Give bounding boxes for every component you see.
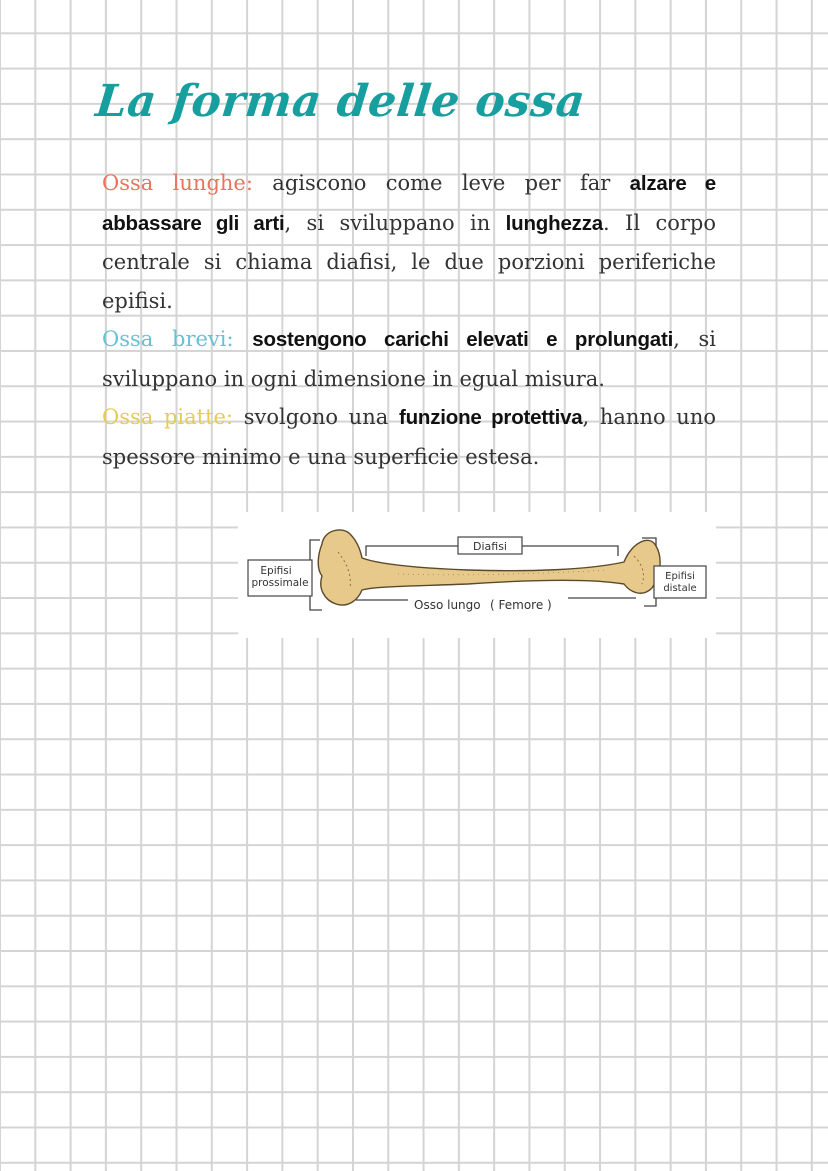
label-epifisi-prossimale-line2: prossimale bbox=[251, 577, 309, 589]
label-diafisi bbox=[458, 537, 522, 554]
term-ossa-piatte: Ossa piatte: bbox=[102, 405, 234, 429]
paragraph-ossa-lunghe bbox=[102, 164, 716, 320]
text-segment: agiscono come leve per far bbox=[252, 171, 630, 195]
label-diafisi-text: Diafisi bbox=[473, 540, 507, 553]
text-segment: , hanno uno spessore minimo e una superficie estesa. bbox=[102, 405, 716, 469]
term-ossa-lunghe: Ossa lunghe: bbox=[102, 171, 253, 195]
femur-figure bbox=[238, 512, 716, 638]
bold-segment: alzare e abbassare gli arti bbox=[102, 172, 717, 235]
paragraph-ossa-brevi bbox=[102, 320, 716, 398]
bold-segment: lunghezza bbox=[505, 211, 603, 235]
text-segment: , si sviluppano in bbox=[284, 210, 506, 235]
label-epifisi-prossimale bbox=[248, 560, 312, 596]
text-segment: . Il corpo centrale si chiama diafisi, le due porzioni periferiche epifisi. bbox=[102, 210, 716, 313]
femur-diagram bbox=[238, 512, 716, 638]
diaphysis-bracket-left bbox=[366, 546, 458, 556]
label-epifisi-distale bbox=[654, 566, 706, 598]
page-title: La forma delle ossa bbox=[93, 76, 588, 127]
paragraph-ossa-piatte bbox=[102, 398, 716, 476]
caption-femore: ( Femore ) bbox=[490, 598, 552, 612]
diaphysis-bracket-right bbox=[522, 546, 618, 556]
text-segment: , si sviluppano in ogni dimensione in egual misura. bbox=[102, 327, 717, 391]
label-epifisi-distale-line1: Epifisi bbox=[665, 571, 695, 582]
label-epifisi-distale-line2: distale bbox=[663, 583, 697, 594]
term-ossa-brevi: Ossa brevi: bbox=[102, 327, 234, 351]
caption-osso-lungo: Osso lungo bbox=[414, 598, 481, 612]
text-block bbox=[102, 164, 716, 476]
bold-segment: funzione protettiva bbox=[398, 406, 583, 429]
label-epifisi-prossimale-line1: Epifisi bbox=[260, 565, 292, 577]
bold-segment: sostengono carichi elevati e prolungati bbox=[252, 328, 674, 351]
text-segment bbox=[234, 327, 253, 351]
text-segment: svolgono una bbox=[233, 405, 399, 429]
